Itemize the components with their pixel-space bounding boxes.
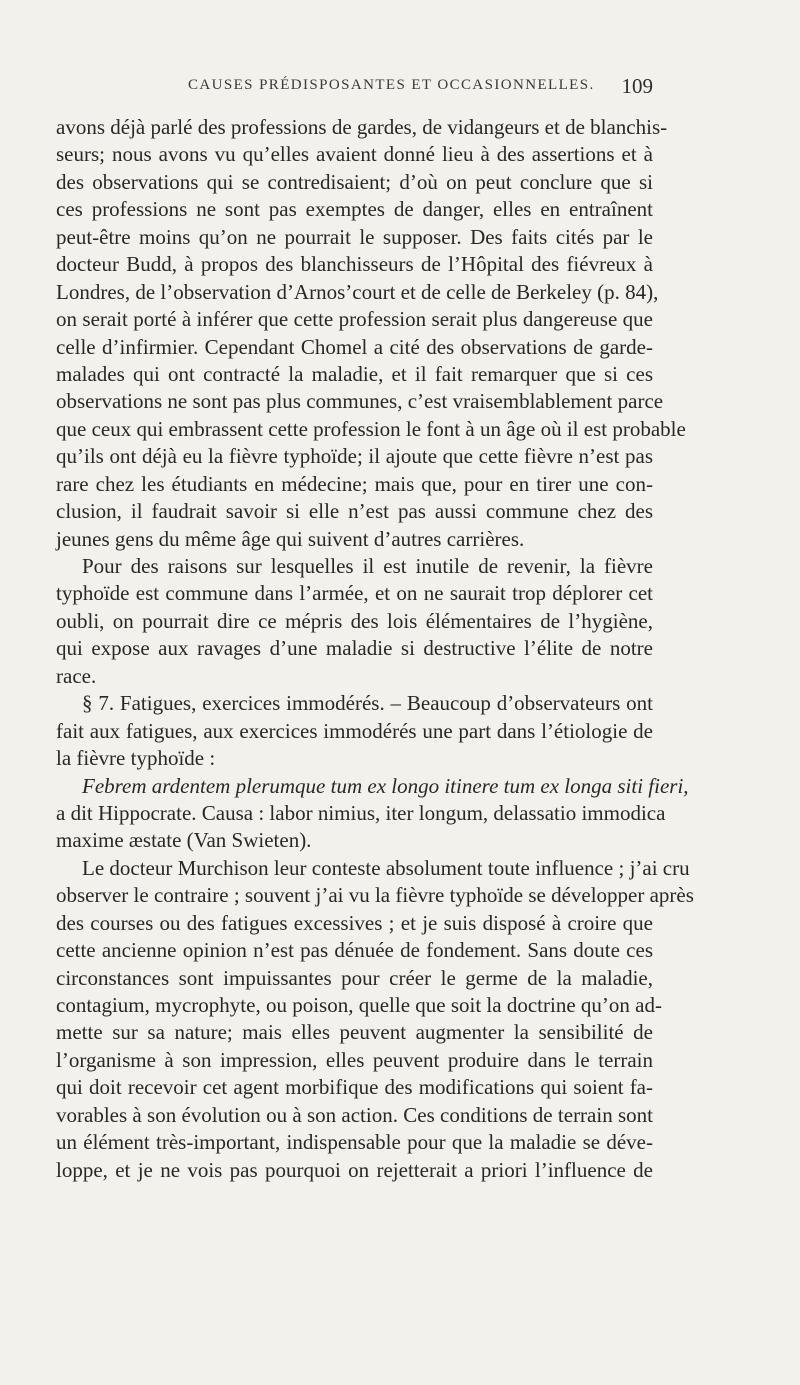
text-line: vorables à son évolution ou à son action. Ces conditions de terrain sont [56,1102,653,1127]
text-line: a dit Hippocrate. Causa : labor nimius, iter longum, delassatio immodica [56,800,666,825]
text-line: qui expose aux ravages d’une maladie si destructive l’élite de notre [56,636,653,661]
body-text [56,114,694,1184]
text-line: des observations qui se contredisaient; d’où on peut conclure que si [56,169,653,194]
text-line: l’organisme à son impression, elles peuvent produire dans le terrain [56,1047,653,1072]
text-line: typhoïde est commune dans l’armée, et on ne saurait trop déplorer cet [56,581,653,606]
text-line: avons déjà parlé des professions de gardes, de vidangeurs et de blanchis- [56,115,668,139]
text-line: malades qui ont contracté la maladie, et il fait remarquer que si ces [56,361,653,386]
text-line: circonstances sont impuissantes pour créer le germe de la maladie, [56,965,653,990]
section-heading-line: § 7. Fatigues, exercices immodérés. – Beaucoup d’observateurs ont [82,691,653,716]
text-line: fait aux fatigues, aux exercices immodérés une part dans l’étiologie de [56,718,653,743]
text-line: Pour des raisons sur lesquelles il est inutile de revenir, la fièvre [82,554,653,578]
text-line: observer le contraire ; souvent j’ai vu la fièvre typhoïde se développer après [56,883,694,908]
text-line: qui doit recevoir cet agent morbifique des modifications qui soient fa- [56,1075,653,1100]
text-line: race. [56,663,97,688]
text-line: que ceux qui embrassent cette profession le font à un âge où il est probable [56,416,686,441]
page-header [56,74,653,107]
text-line: observations ne sont pas plus communes, c’est vraisemblablement parce [56,389,664,414]
text-line: Le docteur Murchison leur conteste absolument toute influence ; j’ai cru [82,855,690,880]
latin-quote-line: Febrem ardentem plerumque tum ex longo itinere tum ex longa siti fieri, [82,773,689,798]
text-line: on serait porté à inférer que cette profession serait plus dangereuse que [56,307,653,332]
text-line: jeunes gens du même âge qui suivent d’autres carrières. [56,526,525,551]
text-line: contagium, mycrophyte, ou poison, quelle que soit la doctrine qu’on ad- [56,993,662,1017]
text-line: docteur Budd, à propos des blanchisseurs de l’Hôpital des fiévreux à [56,252,653,277]
text-line: des courses ou des fatigues excessives ; et je suis disposé à croire que [56,910,653,935]
text-line: maxime æstate (Van Swieten). [56,828,312,853]
text-line: peut-être moins qu’on ne pourrait le supposer. Des faits cités par le [56,224,653,249]
text-line: celle d’infirmier. Cependant Chomel a cité des observations de garde- [56,334,653,359]
text-line: rare chez les étudiants en médecine; mais que, pour en tirer une con- [56,471,653,496]
running-head: CAUSES PRÉDISPOSANTES ET OCCASIONNELLES. [188,77,595,93]
text-line: Londres, de l’observation d’Arnos’court et de celle de Berkeley (p. 84), [56,279,659,304]
text-line: cette ancienne opinion n’est pas dénuée de fondement. Sans doute ces [56,938,653,963]
text-line: mette sur sa nature; mais elles peuvent augmenter la sensibilité de [56,1020,653,1045]
text-line: la fièvre typhoïde : [56,746,216,771]
text-line: seurs; nous avons vu qu’elles avaient donné lieu à des assertions et à [56,142,653,167]
text-line: clusion, il faudrait savoir si elle n’est pas aussi commune chez des [56,499,653,524]
page-number: 109 [621,74,653,98]
text-line: loppe, et je ne vois pas pourquoi on rejetterait a priori l’influence de [56,1157,653,1182]
text-line: un élément très-important, indispensable pour que la maladie se déve- [56,1130,653,1155]
text-line: oubli, on pourrait dire ce mépris des lois élémentaires de l’hygiène, [56,608,653,633]
text-line: ces professions ne sont pas exemptes de danger, elles en entraînent [56,197,653,222]
text-line: qu’ils ont déjà eu la fièvre typhoïde; il ajoute que cette fièvre n’est pas [56,444,653,469]
